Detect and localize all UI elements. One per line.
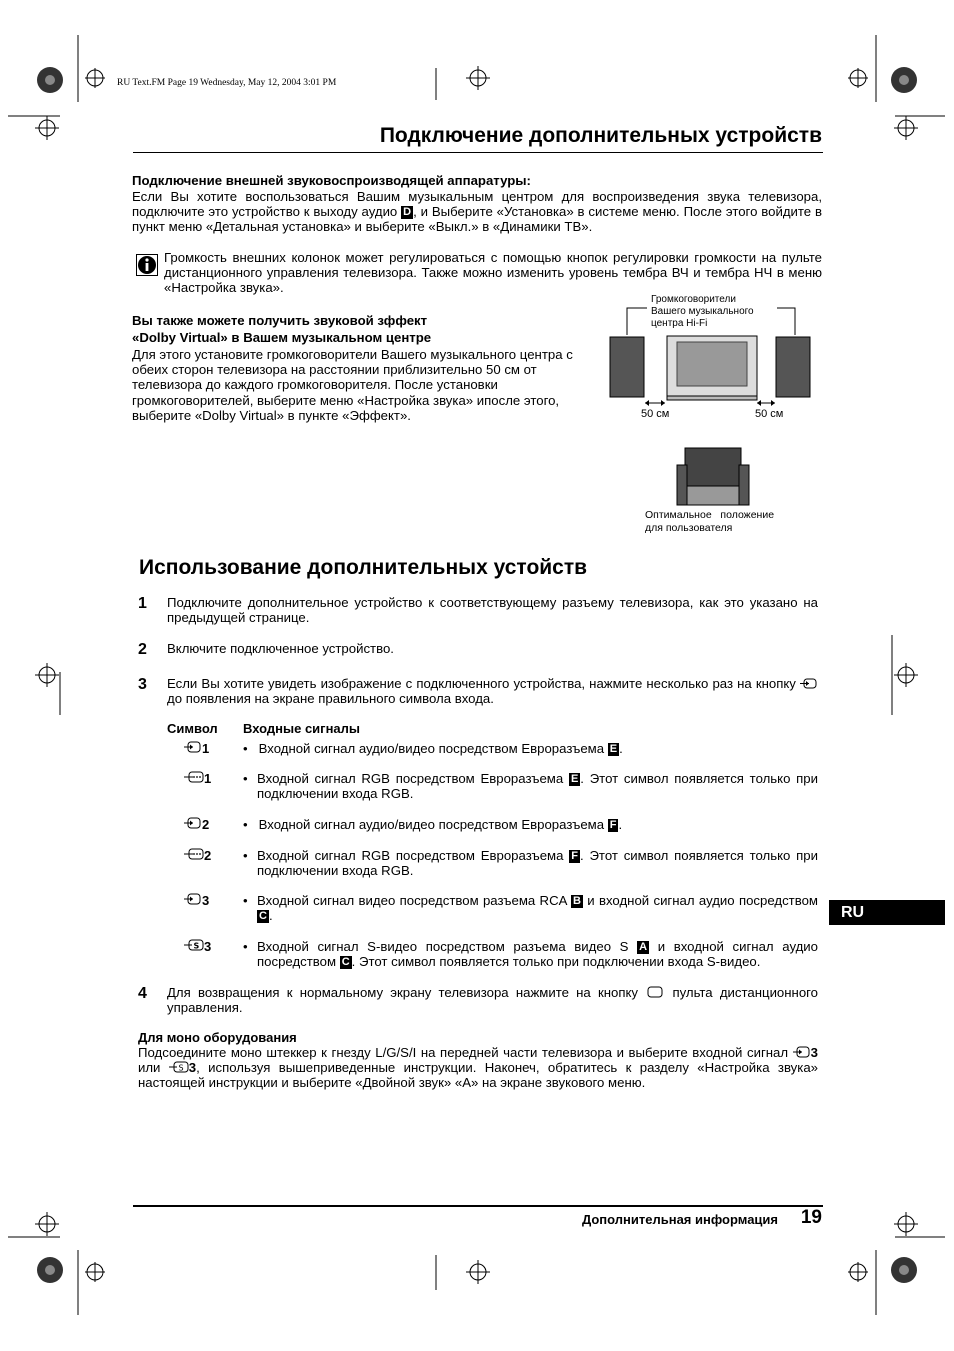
symbol-number: 3 — [202, 893, 210, 908]
signal-text: Входной сигнал RGB посредством Евроразъема — [257, 771, 564, 786]
s-video-input-icon — [169, 1061, 189, 1073]
signal-description: • Входной сигнал аудио/видео посредством Евроразъема E . — [243, 741, 623, 756]
symbol-number: 1 — [204, 771, 212, 786]
connector-label: C — [341, 956, 350, 969]
symbol-number: 3 — [204, 939, 212, 954]
connector-label: D — [403, 206, 412, 219]
mono-text: , используя вышеприведенные инструкции. Наконеч, обратитесь к разделу «Настройка звука» настоящей инструкции и выберите «Двойной звук» «А» на экране звукового меню. — [138, 1060, 818, 1091]
video-input-icon — [184, 893, 202, 905]
signal-text: и входной сигнал аудио посредством — [587, 893, 818, 908]
input-symbol — [184, 771, 211, 786]
dolby-paragraph: Для этого установите громкоговорители Вашего музыкального центра с обеих сторон телевизора на расстоянии приблизительно 50 см от телевизора до каждого громкоговорителя. После установки громкоговорителей, выберите меню «Настройка звука» ипосле этого, выберите «Dolby Virtual» в пункте «Эффект». — [132, 347, 573, 423]
signal-text: Входной сигнал аудио/видео посредством Евроразъема — [258, 741, 605, 756]
signal-text: . Этот символ появляется только при подключении входа RGB. — [257, 771, 819, 802]
connector-label: E — [609, 743, 618, 755]
step-number: 4 — [138, 985, 147, 1002]
video-input-icon — [793, 1046, 811, 1058]
connector-label: A — [639, 941, 648, 953]
section-heading: Подключение внешней звуковоспроизводящей аппаратуры: — [132, 173, 531, 188]
label-line: Оптимальное положение — [645, 509, 775, 521]
speaker-setup-diagram — [605, 300, 815, 510]
table-head-signals: Входные сигналы — [243, 721, 361, 736]
connector-label: B — [573, 895, 581, 907]
signal-text: . Этот символ появляется только при подключении входа RGB. — [257, 848, 818, 879]
tv-button-icon — [645, 986, 665, 998]
s-video-input-icon — [184, 939, 204, 951]
symbol-number: 1 — [202, 741, 210, 756]
input-symbol — [184, 939, 211, 954]
label-line: Вашего музыкального — [651, 306, 754, 317]
mono-heading: Для моно оборудования — [138, 1030, 297, 1045]
step-text-part: Если Вы хотите увидеть изображение с подключенного устройства, нажмите несколько раз на кнопку — [167, 676, 796, 691]
step-text-part: до появления на экране правильного символа входа. — [167, 691, 494, 707]
paragraph-text: Если Вы хотите воспользоваться Вашим музыкальным центром для воспроизведения звука телевизора, подключите это устройство к выходу аудио — [132, 189, 822, 220]
dolby-heading — [132, 312, 431, 346]
svg-text:S: S — [193, 941, 200, 951]
file-meta: RU Text.FM Page 19 Wednesday, May 12, 2004 3:01 PM — [117, 78, 337, 88]
signal-description: • Входной сигнал аудио/видео посредством Евроразъема F . — [243, 817, 623, 832]
paragraph-text: , и Выберите «Установка» в системе меню. После этого войдите в пункт меню «Детальная установка» и выберите «Выкл.» в «Динамики ТВ». — [132, 204, 822, 235]
label-line: Громкоговорители — [651, 294, 736, 305]
label-line: для пользователя — [645, 522, 733, 534]
step-text — [167, 676, 818, 706]
step-text — [167, 985, 818, 1015]
signal-description: • Входной сигнал RGB посредством Евроразъема F . Этот символ появляется только при подключении входа RGB. — [243, 848, 818, 879]
label-line: центра Hi-Fi — [651, 318, 708, 329]
distance-right: 50 см — [755, 408, 784, 420]
signal-text: Входной сигнал аудио/видео посредством Евроразъема — [258, 817, 605, 832]
section2-title: Использование дополнительных устойств — [139, 556, 588, 579]
rgb-input-icon — [184, 771, 204, 783]
language-tab: RU — [829, 900, 945, 925]
step-number: 3 — [138, 676, 147, 693]
footer-rule — [133, 1205, 823, 1207]
input-symbol — [184, 817, 209, 832]
av-input-icon — [184, 741, 202, 753]
av-input-icon — [184, 817, 202, 829]
signal-text: . — [268, 908, 273, 924]
connector-label: E — [570, 773, 579, 785]
symbol-number: 2 — [204, 848, 212, 863]
input-symbol — [184, 741, 209, 756]
connector-label: F — [571, 850, 578, 862]
input-symbol — [184, 893, 209, 908]
input-icon — [800, 677, 818, 689]
distance-left: 50 см — [641, 408, 670, 420]
footer-section: Дополнительная информация — [581, 1212, 778, 1227]
input-symbol — [184, 848, 211, 863]
page-title: Подключение дополнительных устройств — [379, 124, 822, 147]
signal-text: Входной сигнал видео посредством разъема RCA — [257, 893, 567, 908]
symbol-number: 2 — [202, 817, 210, 832]
signal-description: • Входной сигнал S-видео посредством разъема видео S A и входной сигнал аудио посредством C . Этот символ появляется только при подключении входа S-видео. — [243, 939, 818, 970]
signal-description: • Входной сигнал RGB посредством Евроразъема E . Этот символ появляется только при подключении входа RGB. — [243, 771, 819, 802]
rgb-input-icon — [184, 848, 204, 860]
step-text: Включите подключенное устройство. — [167, 641, 394, 656]
signal-description: • Входной сигнал видео посредством разъема RCA B и входной сигнал аудио посредством C . — [243, 893, 818, 924]
signal-text: и входной сигнал аудио посредством — [257, 939, 818, 970]
step-number: 1 — [138, 595, 147, 612]
signal-text: Входной сигнал S-видео посредством разъема видео S — [257, 939, 629, 954]
symbol-number: 3 — [188, 1060, 197, 1076]
section-paragraph — [132, 189, 822, 235]
mono-paragraph — [138, 1045, 818, 1091]
step-number: 2 — [138, 641, 147, 658]
mono-text: Подсоедините моно штеккер к гнезду L/G/S/I на передней части телевизора и выберите входной сигнал — [138, 1045, 789, 1060]
signal-text: Входной сигнал RGB посредством Евроразъема — [257, 848, 564, 863]
step-text-part: пульта дистанционного управления. — [167, 985, 819, 1016]
connector-label: C — [259, 910, 267, 923]
heading-line: Вы также можете получить звуковой зффект — [132, 313, 428, 328]
signal-text: . — [618, 817, 623, 832]
title-rule — [133, 152, 823, 153]
info-note: Громкость внешних колонок может регулироваться с помощью кнопок регулировки громкости на пульте дистанционного управления телевизора. Также можно изменить уровень тембра ВЧ и тембра НЧ в меню «Настройка звука». — [164, 250, 822, 296]
optimal-position-label — [645, 509, 774, 535]
table-head-symbol: Символ — [167, 721, 218, 736]
signal-text: . Этот символ появляется только при подключении входа S-видео. — [351, 954, 761, 970]
page-number: 19 — [800, 1207, 822, 1228]
mono-text: или — [138, 1060, 161, 1076]
svg-text:S: S — [178, 1063, 184, 1073]
connector-label: F — [609, 819, 617, 831]
info-icon — [136, 254, 158, 276]
symbol-number: 3 — [810, 1045, 818, 1060]
signal-text: . — [619, 741, 623, 756]
step-text: Подключите дополнительное устройство к соответствующему разъему телевизора, как это указано на предыдущей странице. — [167, 595, 818, 626]
heading-line: «Dolby Virtual» в Вашем музыкальном центре — [132, 330, 432, 345]
step-text-part: Для возвращения к нормальному экрану телевизора нажмите на кнопку — [167, 985, 638, 1000]
